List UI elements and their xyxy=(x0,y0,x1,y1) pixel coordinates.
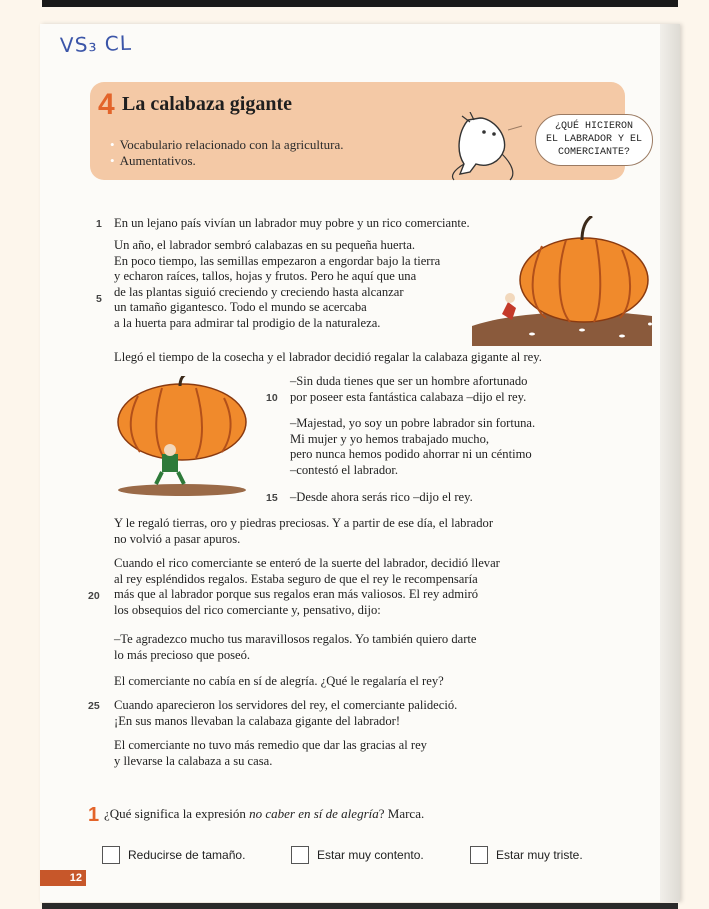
question-expression: no caber en sí de alegría xyxy=(249,806,379,821)
text-line: Y le regaló tierras, oro y piedras preciosas. Y a partir de ese día, el labrador xyxy=(114,516,494,530)
story-paragraph xyxy=(114,674,444,690)
textbook-page xyxy=(40,24,680,902)
line-number: 10 xyxy=(266,392,278,404)
line-number: 25 xyxy=(88,700,100,712)
page-edge-shadow xyxy=(660,24,680,902)
text-line: –Majestad, yo soy un pobre labrador sin fortuna. xyxy=(290,416,536,430)
unit-header xyxy=(90,82,642,180)
text-line: más que al labrador porque sus regalos eran más valiosos. El rey admiró xyxy=(114,587,479,601)
speech-line: ¿QUÉ HICIERON xyxy=(554,121,633,132)
checkbox[interactable] xyxy=(291,846,309,864)
text-line: por poseer esta fantástica calabaza –dijo el rey. xyxy=(290,389,527,404)
text-line: de las plantas siguió creciendo y creciendo hasta alcanzar xyxy=(114,284,404,299)
text-line: –Desde ahora serás rico –dijo el rey. xyxy=(290,490,473,504)
text-line: El comerciante no tuvo más remedio que dar las gracias al rey xyxy=(114,738,427,752)
text-line: –Sin duda tienes que ser un hombre afortunado xyxy=(290,374,528,388)
text-line: y llevarse la calabaza a su casa. xyxy=(114,753,273,768)
unit-number: 4 xyxy=(98,88,115,121)
story-paragraph xyxy=(114,216,470,232)
text-line: no volvió a pasar apuros. xyxy=(114,531,241,546)
text-line: Mi mujer y yo hemos trabajado mucho, xyxy=(290,431,490,446)
option-label: Reducirse de tamaño. xyxy=(128,848,246,862)
line-number: 5 xyxy=(96,293,102,305)
checkbox[interactable] xyxy=(102,846,120,864)
speech-bubble xyxy=(535,114,653,166)
question-suffix: ? Marca. xyxy=(378,806,425,821)
handwritten-note: VS₃ CL xyxy=(59,30,133,58)
text-line: Llegó el tiempo de la cosecha y el labrador decidió regalar la calabaza gigante al rey. xyxy=(114,350,542,364)
checkbox[interactable] xyxy=(470,846,488,864)
unit-title: La calabaza gigante xyxy=(122,93,292,115)
scan-bottom-edge xyxy=(42,903,678,909)
speech-line: EL LABRADOR Y EL xyxy=(545,134,642,145)
dialogue-paragraph xyxy=(290,490,473,506)
text-line: los obsequios del rico comerciante y, pensativo, dijo: xyxy=(114,602,381,617)
scan-top-edge xyxy=(42,0,678,7)
dialogue-paragraph xyxy=(290,416,535,478)
story-paragraph xyxy=(114,698,457,729)
answer-option[interactable] xyxy=(470,846,583,864)
text-line: –contestó el labrador. xyxy=(290,462,399,477)
question-number: 1 xyxy=(88,804,100,826)
objectives-list xyxy=(110,137,343,169)
story-paragraph xyxy=(114,350,542,366)
text-line: Cuando el rico comerciante se enteró de la suerte del labrador, decidió llevar xyxy=(114,556,500,570)
mascot-illustration xyxy=(440,112,530,182)
text-line: El comerciante no cabía en sí de alegría. ¿Qué le regalaría el rey? xyxy=(114,674,444,688)
option-label: Estar muy contento. xyxy=(317,848,424,862)
answer-option[interactable] xyxy=(102,846,245,864)
story-paragraph xyxy=(114,238,440,331)
text-line: y echaron raíces, tallos, hojas y frutos. Pero he aquí que una xyxy=(114,269,417,283)
text-line: lo más precioso que poseó. xyxy=(114,647,251,662)
text-line: En poco tiempo, las semillas empezaron a engordar bajo la tierra xyxy=(114,253,441,268)
text-line: pero nunca hemos podido ahorrar ni un céntimo xyxy=(290,447,532,461)
line-number: 20 xyxy=(88,590,100,602)
question-prefix: ¿Qué significa la expresión xyxy=(104,806,250,821)
line-number: 15 xyxy=(266,492,278,504)
text-line: En un lejano país vivían un labrador muy pobre y un rico comerciante. xyxy=(114,216,470,230)
text-line: al rey espléndidos regalos. Estaba seguro de que el rey le recompensaría xyxy=(114,571,478,586)
text-line: Cuando aparecieron los servidores del rey, el comerciante palideció. xyxy=(114,698,458,712)
answer-option[interactable] xyxy=(291,846,424,864)
text-line: un tamaño gigantesco. Todo el mundo se acercaba xyxy=(114,300,367,314)
dialogue-paragraph xyxy=(290,374,527,405)
text-line: a la huerta para admirar tal prodigio de la naturaleza. xyxy=(114,315,381,330)
option-label: Estar muy triste. xyxy=(496,848,583,862)
story-paragraph xyxy=(114,516,493,547)
story-paragraph xyxy=(114,556,500,618)
question-text xyxy=(104,806,424,822)
pumpkin-field-illustration xyxy=(472,216,652,346)
objective-item: • Aumentativos. xyxy=(110,153,343,169)
dialogue-paragraph xyxy=(114,632,477,663)
line-number: 1 xyxy=(96,218,102,230)
speech-line: COMERCIANTE? xyxy=(557,147,630,158)
text-line: Un año, el labrador sembró calabazas en su pequeña huerta. xyxy=(114,238,416,252)
page-number: 12 xyxy=(40,870,86,886)
story-paragraph xyxy=(114,738,427,769)
text-line: ¡En sus manos llevaban la calabaza gigante del labrador! xyxy=(114,713,401,728)
pumpkin-carry-illustration xyxy=(112,376,252,496)
objective-item: • Vocabulario relacionado con la agricultura. xyxy=(110,137,343,153)
text-line: –Te agradezco mucho tus maravillosos regalos. Yo también quiero darte xyxy=(114,632,477,646)
